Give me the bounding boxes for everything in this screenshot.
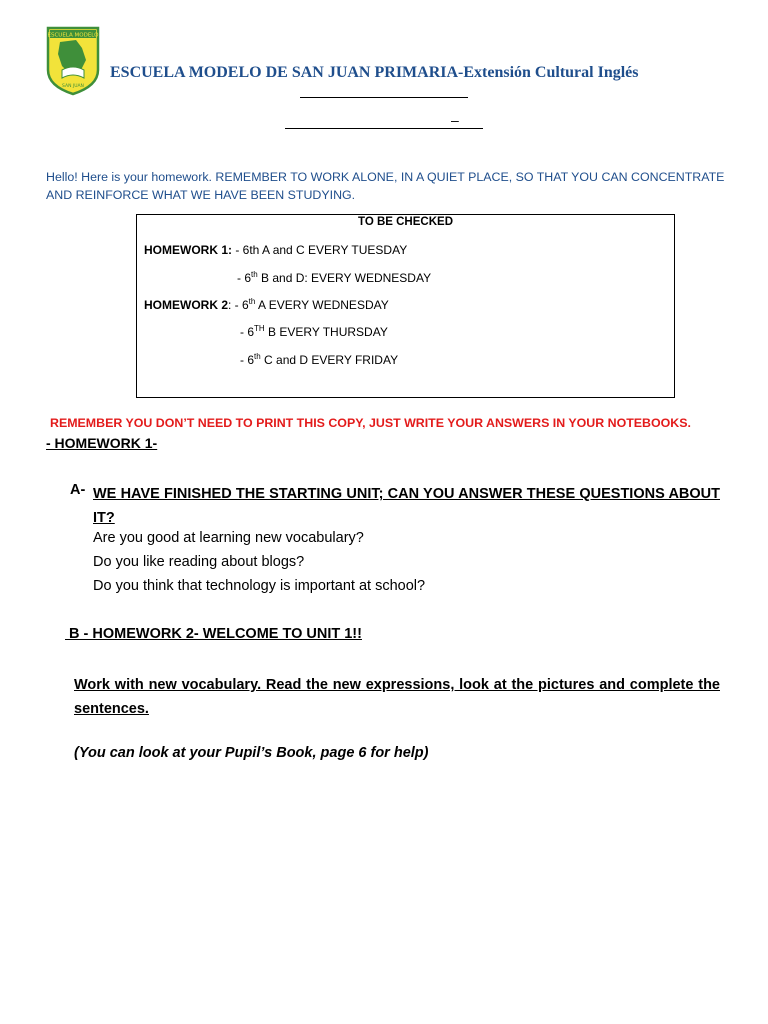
logo-text-bottom: SAN JUAN: [62, 84, 84, 89]
question-item: Do you think that technology is important at school?: [93, 578, 426, 594]
question-item: Do you like reading about blogs?: [93, 554, 305, 570]
schedule-hw2-line3: - 6th C and D EVERY FRIDAY: [240, 352, 399, 367]
school-logo: [46, 26, 100, 96]
remember-note: REMEMBER YOU DON’T NEED TO PRINT THIS COPY, JUST WRITE YOUR ANSWERS IN YOUR NOTEBOOKS.: [50, 416, 691, 430]
date-line: [285, 128, 483, 129]
schedule-hw2-line2: - 6TH B EVERY THURSDAY: [240, 324, 388, 339]
schedule-hw1-line2: - 6th B and D: EVERY WEDNESDAY: [237, 270, 432, 285]
schedule-hw1-line1: HOMEWORK 1: - 6th A and C EVERY TUESDAY: [144, 243, 408, 257]
school-title: ESCUELA MODELO DE SAN JUAN PRIMARIA-Extensión Cultural Inglés: [110, 64, 639, 81]
name-line: [300, 97, 468, 98]
schedule-hw2-label: HOMEWORK 2: [144, 298, 228, 312]
intro-text: Hello! Here is your homework. REMEMBER TO WORK ALONE, IN A QUIET PLACE, SO THAT YOU CAN CONCENTRATE AND REINFORCE WHAT WE HAVE BEEN STUDYING.: [46, 170, 725, 202]
schedule-hw2-line1: HOMEWORK 2: - 6th A EVERY WEDNESDAY: [144, 297, 389, 312]
school-crest-icon: [46, 26, 100, 96]
homework2-help-note: (You can look at your Pupil’s Book, page 6 for help): [74, 745, 429, 761]
homework1-heading: - HOMEWORK 1-: [46, 435, 158, 451]
schedule-header: TO BE CHECKED: [358, 216, 453, 228]
question-item: Are you good at learning new vocabulary?: [93, 530, 364, 546]
section-a-title: WE HAVE FINISHED THE STARTING UNIT; CAN YOU ANSWER THESE QUESTIONS ABOUT IT?: [93, 486, 720, 526]
date-dash: –: [451, 112, 459, 128]
logo-text-top: ESCUELA MODELO: [47, 32, 99, 39]
homework2-heading: B - HOMEWORK 2- WELCOME TO UNIT 1!!: [65, 626, 362, 642]
homework2-instruction: Work with new vocabulary. Read the new expressions, look at the pictures and complete the sentences.: [74, 677, 720, 717]
schedule-hw1-label: HOMEWORK 1:: [144, 243, 232, 257]
schedule-box: [136, 214, 675, 398]
section-a-letter: A-: [70, 482, 86, 498]
